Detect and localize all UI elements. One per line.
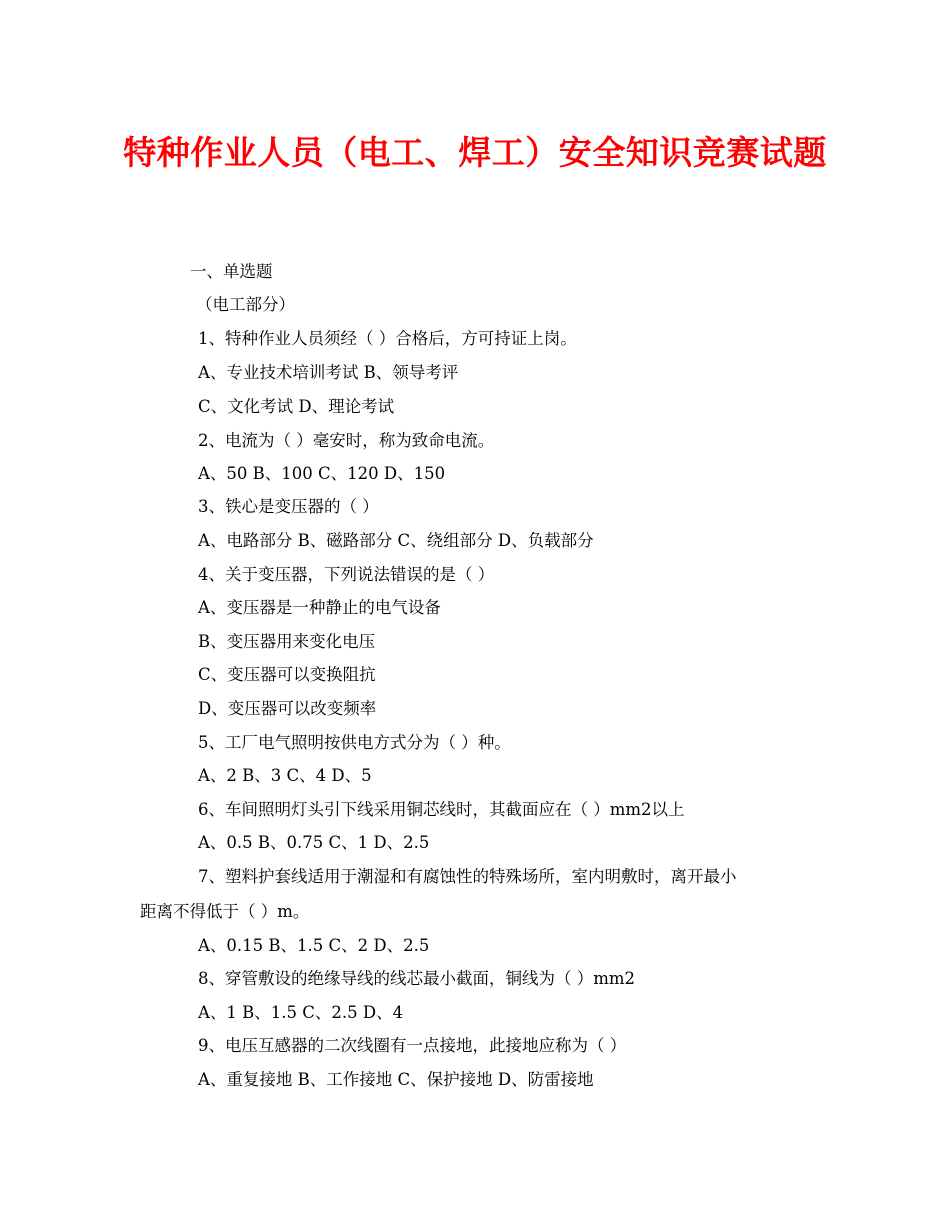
- question-5: 5、工厂电气照明按供电方式分为（ ）种。: [198, 733, 511, 752]
- question-5-options: A、2 B、3 C、4 D、5: [198, 766, 372, 785]
- question-4-option-c: C、变压器可以变换阻抗: [198, 665, 376, 684]
- question-8-options: A、1 B、1.5 C、2.5 D、4: [198, 1003, 404, 1022]
- question-6: 6、车间照明灯头引下线采用铜芯线时，其截面应在（ ）mm2以上: [198, 800, 685, 819]
- question-4-option-a: A、变压器是一种静止的电气设备: [198, 598, 441, 617]
- section-heading: 一、单选题: [190, 262, 273, 281]
- question-7-continued: 距离不得低于（ ）m。: [140, 902, 310, 921]
- subsection-heading: （电工部分）: [196, 295, 295, 314]
- question-7: 7、塑料护套线适用于潮湿和有腐蚀性的特殊场所，室内明敷时，离开最小: [198, 867, 737, 886]
- question-3: 3、铁心是变压器的（ ）: [198, 497, 379, 516]
- question-7-options: A、0.15 B、1.5 C、2 D、2.5: [198, 936, 430, 955]
- question-3-options: A、电路部分 B、磁路部分 C、绕组部分 D、负载部分: [198, 531, 594, 550]
- question-1-options-b: C、文化考试 D、理论考试: [198, 397, 395, 416]
- question-4-option-b: B、变压器用来变化电压: [198, 632, 376, 651]
- question-8: 8、穿管敷设的绝缘导线的线芯最小截面，铜线为（ ）mm2: [198, 969, 636, 988]
- question-2: 2、电流为（ ）毫安时，称为致命电流。: [198, 431, 495, 450]
- question-4: 4、关于变压器，下列说法错误的是（ ）: [198, 565, 495, 584]
- question-6-options: A、0.5 B、0.75 C、1 D、2.5: [198, 833, 430, 852]
- question-2-options: A、50 B、100 C、120 D、150: [198, 464, 446, 483]
- question-4-option-d: D、变压器可以改变频率: [198, 699, 377, 718]
- document-title: 特种作业人员（电工、焊工）安全知识竞赛试题: [123, 133, 827, 172]
- question-1-options-a: A、专业技术培训考试 B、领导考评: [198, 363, 459, 382]
- question-9-options: A、重复接地 B、工作接地 C、保护接地 D、防雷接地: [198, 1070, 594, 1089]
- question-1: 1、特种作业人员须经（ ）合格后，方可持证上岗。: [198, 329, 577, 348]
- question-9: 9、电压互感器的二次线圈有一点接地，此接地应称为（ ）: [198, 1036, 627, 1055]
